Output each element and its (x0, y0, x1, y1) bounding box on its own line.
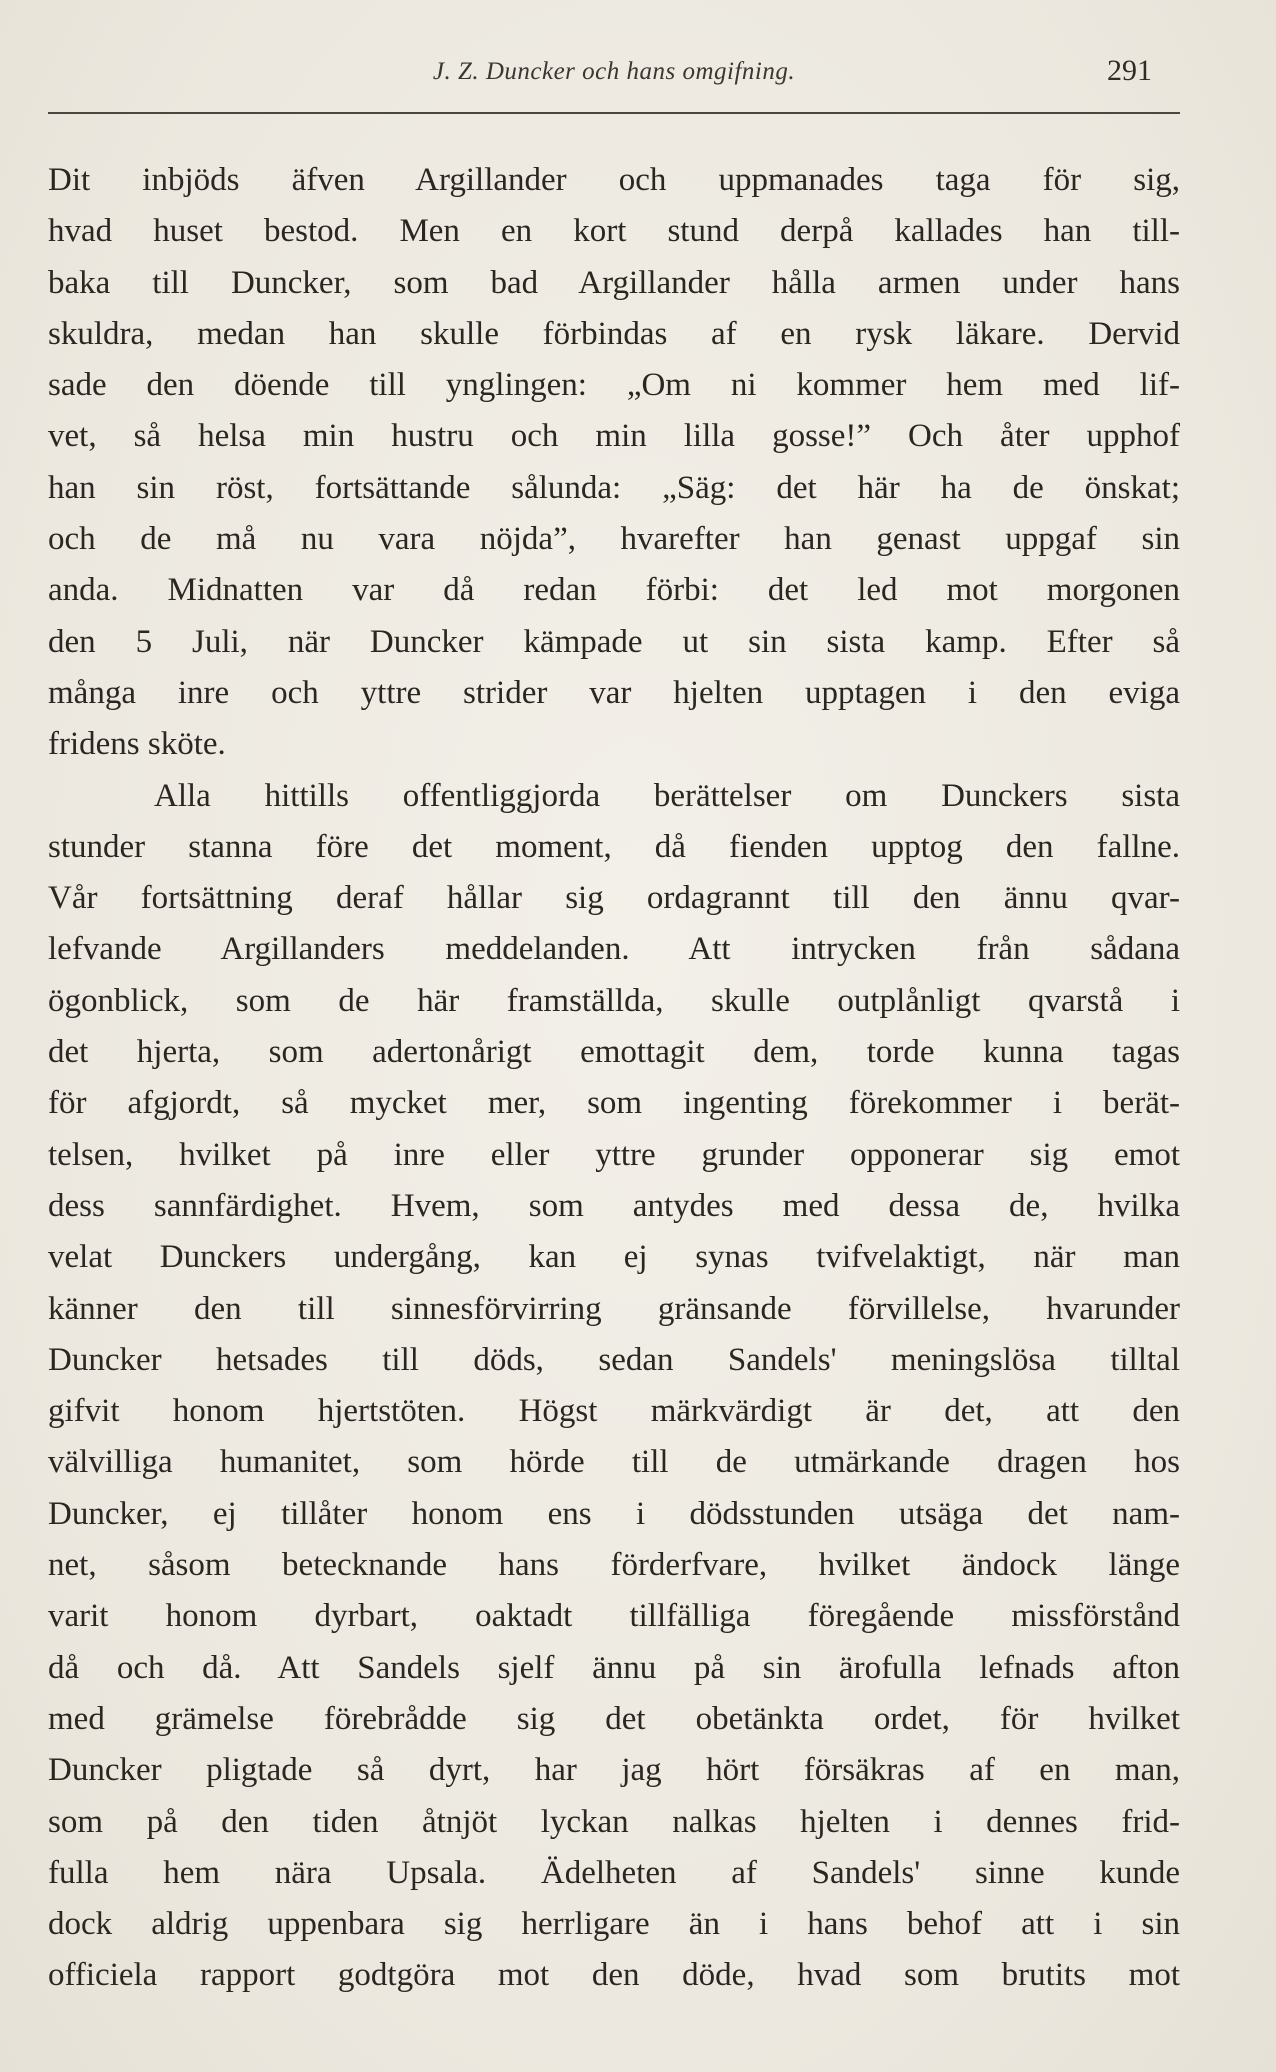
text-line: ögonblick, som de här framställda, skulle outplånligt qvarstå i (48, 982, 1180, 1019)
text-line: anda. Midnatten var då redan förbi: det led mot morgonen (48, 572, 1180, 609)
text-line: telsen, hvilket på inre eller yttre grunder opponerar sig emot (48, 1136, 1180, 1173)
paragraph (48, 155, 1180, 771)
text-line: med grämelse förebrådde sig det obetänkta ordet, för hvilket (48, 1700, 1180, 1737)
running-title: J. Z. Duncker och hans omgifning. (432, 58, 796, 85)
text-line: hvad huset bestod. Men en kort stund derpå kallades han till- (48, 213, 1180, 250)
text-line: dess sannfärdighet. Hvem, som antydes med dessa de, hvilka (48, 1187, 1180, 1224)
text-line: Duncker pligtade så dyrt, har jag hört försäkras af en man, (48, 1752, 1180, 1789)
text-line: det hjerta, som adertonårigt emottagit dem, torde kunna tagas (48, 1034, 1180, 1071)
text-line: officiela rapport godtgöra mot den döde, hvad som brutits mot (48, 1957, 1180, 1994)
text-line: välvilliga humanitet, som hörde till de utmärkande dragen hos (48, 1444, 1180, 1481)
text-line: vet, så helsa min hustru och min lilla gosse!” Och åter upphof (48, 418, 1180, 455)
text-line: stunder stanna före det moment, då fienden upptog den fallne. (48, 828, 1180, 865)
header-rule (48, 112, 1180, 114)
text-line: den 5 Juli, när Duncker kämpade ut sin sista kamp. Efter så (48, 623, 1180, 660)
text-line: velat Dunckers undergång, kan ej synas tvifvelaktigt, när man (48, 1239, 1180, 1276)
text-line: många inre och yttre strider var hjelten upptagen i den eviga (48, 674, 1180, 711)
text-line: lefvande Argillanders meddelanden. Att intrycken från sådana (48, 931, 1180, 968)
text-line: Dit inbjöds äfven Argillander och uppmanades taga för sig, (48, 162, 1180, 198)
text-line: baka till Duncker, som bad Argillander hålla armen under hans (48, 264, 1180, 301)
text-line: fulla hem nära Upsala. Ädelheten af Sandels' sinne kunde (48, 1854, 1180, 1891)
text-line: Duncker hetsades till döds, sedan Sandels' meningslösa tilltal (48, 1341, 1180, 1378)
page-number: 291 (1107, 54, 1152, 87)
text-line: dock aldrig uppenbara sig herrligare än i hans behof att i sin (48, 1906, 1180, 1943)
text-line: som på den tiden åtnjöt lyckan nalkas hjelten i dennes frid- (48, 1803, 1180, 1840)
text-line: sade den döende till ynglingen: „Om ni kommer hem med lif- (48, 367, 1180, 404)
text-line: känner den till sinnesförvirring gränsande förvillelse, hvarunder (48, 1290, 1180, 1327)
text-line: varit honom dyrbart, oaktadt tillfälliga föregående missförstånd (48, 1598, 1180, 1635)
text-line: gifvit honom hjertstöten. Högst märkvärdigt är det, att den (48, 1393, 1180, 1430)
text-line: och de må nu vara nöjda”, hvarefter han genast uppgaf sin (48, 521, 1180, 558)
body-text (48, 155, 1180, 2002)
text-line: Vår fortsättning deraf hållar sig ordagrannt till den ännu qvar- (48, 880, 1180, 917)
paragraph (48, 771, 1180, 2002)
text-line: för afgjordt, så mycket mer, som ingenting förekommer i berät- (48, 1085, 1180, 1122)
text-line: Duncker, ej tillåter honom ens i dödsstunden utsäga det nam- (48, 1495, 1180, 1532)
text-line: net, såsom betecknande hans förderfvare, hvilket ändock länge (48, 1547, 1180, 1584)
text-line: då och då. Att Sandels sjelf ännu på sin ärofulla lefnads afton (48, 1649, 1180, 1686)
text-line: Alla hittills offentliggjorda berättelser om Dunckers sista (154, 777, 1180, 814)
text-line: han sin röst, fortsättande sålunda: „Säg: det här ha de önskat; (48, 469, 1180, 506)
text-line: fridens sköte. (48, 726, 226, 763)
page-header (48, 52, 1180, 96)
text-line: skuldra, medan han skulle förbindas af en rysk läkare. Dervid (48, 315, 1180, 352)
